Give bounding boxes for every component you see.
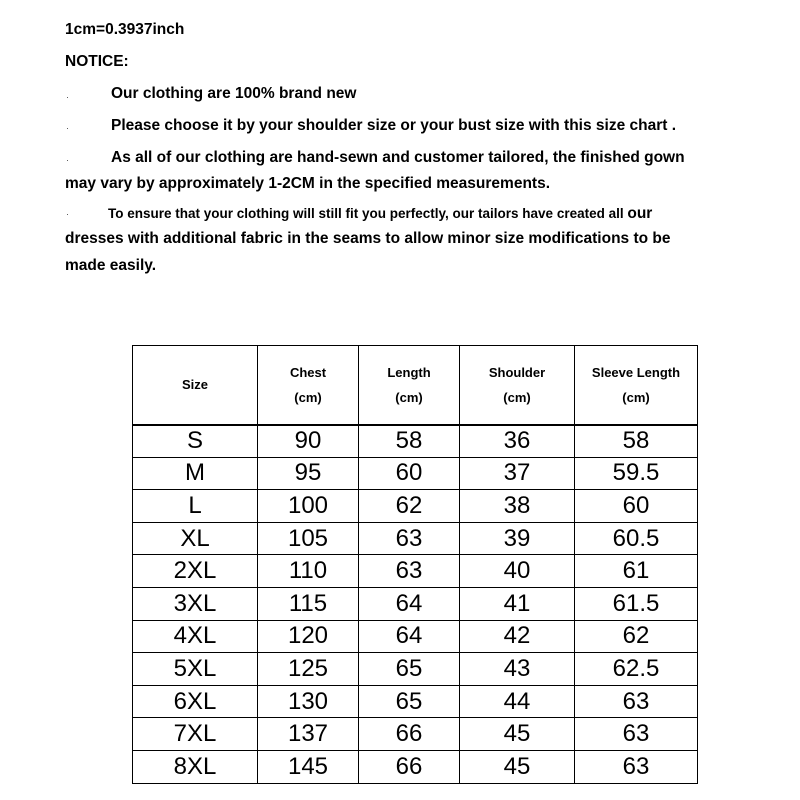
cell-shoulder: 45: [460, 750, 575, 783]
cell-shoulder: 41: [460, 587, 575, 620]
cell-chest: 110: [258, 555, 359, 588]
header-size: Size: [133, 346, 258, 425]
cell-size: 3XL: [133, 587, 258, 620]
notice-item-extra-fabric-line2: dresses with additional fabric in the seams to allow minor size modifications to be: [65, 230, 671, 247]
bullet-marker: ·: [66, 209, 69, 219]
cell-sleeve-length: 60: [575, 490, 698, 523]
cell-shoulder: 43: [460, 653, 575, 686]
table-row: [133, 555, 698, 588]
table-row: [133, 718, 698, 751]
header-chest: Chest (cm): [258, 346, 359, 425]
notice-item-extra-fabric-our: our: [627, 205, 653, 222]
cell-size: 6XL: [133, 685, 258, 718]
table-row: [133, 425, 698, 458]
cell-shoulder: 38: [460, 490, 575, 523]
table-header-row: [133, 346, 698, 425]
notice-item-choose-size: Please choose it by your shoulder size or your bust size with this size chart .: [111, 117, 677, 134]
cell-sleeve-length: 60.5: [575, 522, 698, 555]
cell-chest: 120: [258, 620, 359, 653]
cell-length: 60: [359, 457, 460, 490]
cell-length: 62: [359, 490, 460, 523]
notice-item-extra-fabric-line1: [108, 205, 652, 223]
cell-sleeve-length: 63: [575, 718, 698, 751]
cell-chest: 145: [258, 750, 359, 783]
cell-length: 65: [359, 685, 460, 718]
cell-sleeve-length: 61: [575, 555, 698, 588]
cell-shoulder: 37: [460, 457, 575, 490]
table-row: [133, 457, 698, 490]
table-row: [133, 620, 698, 653]
cell-length: 63: [359, 555, 460, 588]
cell-size: 8XL: [133, 750, 258, 783]
table-row: [133, 490, 698, 523]
cell-size: 5XL: [133, 653, 258, 686]
notice-item-hand-sewn-line2: may vary by approximately 1-2CM in the specified measurements.: [65, 175, 550, 192]
table-row: [133, 750, 698, 783]
cell-size: M: [133, 457, 258, 490]
cell-size: L: [133, 490, 258, 523]
header-sleeve-length: Sleeve Length (cm): [575, 346, 698, 425]
table-body: [133, 425, 698, 784]
cell-sleeve-length: 58: [575, 425, 698, 458]
cell-sleeve-length: 63: [575, 750, 698, 783]
cell-length: 66: [359, 750, 460, 783]
table-row: [133, 685, 698, 718]
table-row: [133, 653, 698, 686]
cell-length: 66: [359, 718, 460, 751]
cell-sleeve-length: 63: [575, 685, 698, 718]
cell-shoulder: 36: [460, 425, 575, 458]
notice-item-brand-new: Our clothing are 100% brand new: [111, 85, 357, 102]
cell-shoulder: 45: [460, 718, 575, 751]
cell-chest: 105: [258, 522, 359, 555]
cell-chest: 125: [258, 653, 359, 686]
cell-chest: 115: [258, 587, 359, 620]
cell-length: 65: [359, 653, 460, 686]
header-shoulder: Shoulder (cm): [460, 346, 575, 425]
cell-chest: 137: [258, 718, 359, 751]
cell-sleeve-length: 62: [575, 620, 698, 653]
cell-chest: 90: [258, 425, 359, 458]
notice-item-extra-fabric-text: To ensure that your clothing will still fit you perfectly, our tailors have created all: [108, 206, 624, 221]
bullet-marker: ·: [66, 123, 69, 133]
notice-item-hand-sewn-line1: As all of our clothing are hand-sewn and customer tailored, the finished gown: [111, 149, 685, 166]
cell-sleeve-length: 61.5: [575, 587, 698, 620]
cell-chest: 130: [258, 685, 359, 718]
cell-shoulder: 44: [460, 685, 575, 718]
cell-shoulder: 39: [460, 522, 575, 555]
cell-sleeve-length: 62.5: [575, 653, 698, 686]
cell-length: 63: [359, 522, 460, 555]
cell-size: XL: [133, 522, 258, 555]
cell-length: 64: [359, 587, 460, 620]
cell-shoulder: 40: [460, 555, 575, 588]
cell-size: S: [133, 425, 258, 458]
cell-size: 2XL: [133, 555, 258, 588]
cell-sleeve-length: 59.5: [575, 457, 698, 490]
bullet-marker: ·: [66, 92, 69, 102]
bullet-marker: ·: [66, 155, 69, 165]
notice-item-extra-fabric-line3: made easily.: [65, 257, 157, 274]
cell-size: 4XL: [133, 620, 258, 653]
size-chart-table: [132, 345, 698, 784]
notice-heading: NOTICE:: [65, 53, 129, 70]
cell-chest: 95: [258, 457, 359, 490]
cell-shoulder: 42: [460, 620, 575, 653]
table-row: [133, 587, 698, 620]
cell-length: 64: [359, 620, 460, 653]
header-length: Length (cm): [359, 346, 460, 425]
cell-chest: 100: [258, 490, 359, 523]
cell-length: 58: [359, 425, 460, 458]
table-row: [133, 522, 698, 555]
unit-conversion-note: 1cm=0.3937inch: [65, 21, 185, 38]
cell-size: 7XL: [133, 718, 258, 751]
